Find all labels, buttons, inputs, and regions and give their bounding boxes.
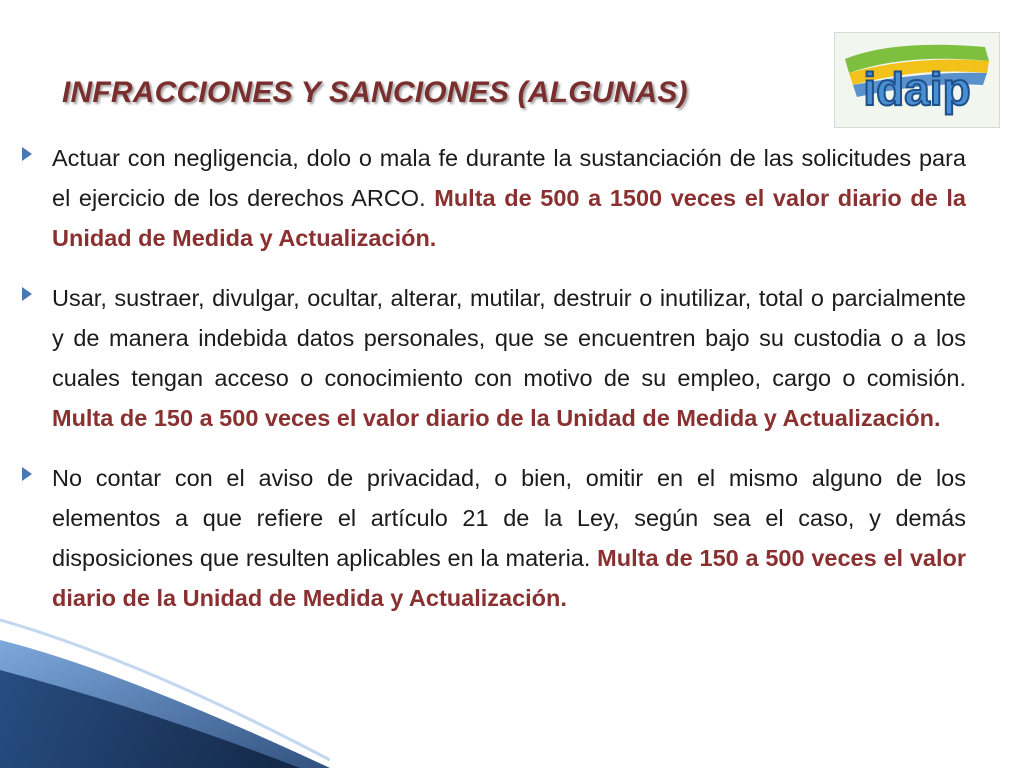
- bullet-list: [22, 138, 966, 638]
- bullet-text: Actuar con negligencia, dolo o mala fe durante la sustanciación de las solicitudes para el ejercicio de los derechos ARCO.: [52, 145, 966, 211]
- bullet-item: [22, 458, 966, 618]
- triangle-bullet-icon: [22, 147, 32, 161]
- bullet-item: [22, 278, 966, 438]
- logo-wordmark: idaip: [863, 63, 971, 115]
- bullet-fine-text: Multa de 150 a 500 veces el valor diario de la Unidad de Medida y Actualización.: [52, 545, 966, 611]
- bullet-text: No contar con el aviso de privacidad, o bien, omitir en el mismo alguno de los elementos a que refiere el artículo 21 de la Ley, según sea el caso, y demás disposiciones que resulten aplicables en la materia.: [52, 465, 966, 571]
- triangle-bullet-icon: [22, 287, 32, 301]
- bullet-text: Usar, sustraer, divulgar, ocultar, alterar, mutilar, destruir o inutilizar, total o parcialmente y de manera indebida datos personales, que se encuentren bajo su custodia o a los cuales tengan acceso o conocimiento con motivo de su empleo, cargo o comisión.: [52, 285, 966, 391]
- idaip-logo-graphic: [835, 33, 999, 127]
- bullet-paragraph: [52, 458, 966, 618]
- bullet-item: [22, 138, 966, 258]
- bullet-fine-text: Multa de 500 a 1500 veces el valor diario de la Unidad de Medida y Actualización.: [52, 185, 966, 251]
- bullet-paragraph: [52, 138, 966, 258]
- triangle-bullet-icon: [22, 467, 32, 481]
- idaip-logo: [834, 32, 1000, 128]
- bullet-fine-text: Multa de 150 a 500 veces el valor diario de la Unidad de Medida y Actualización.: [52, 405, 941, 431]
- slide-title: INFRACCIONES Y SANCIONES (ALGUNAS): [62, 76, 688, 109]
- bullet-paragraph: [52, 278, 966, 438]
